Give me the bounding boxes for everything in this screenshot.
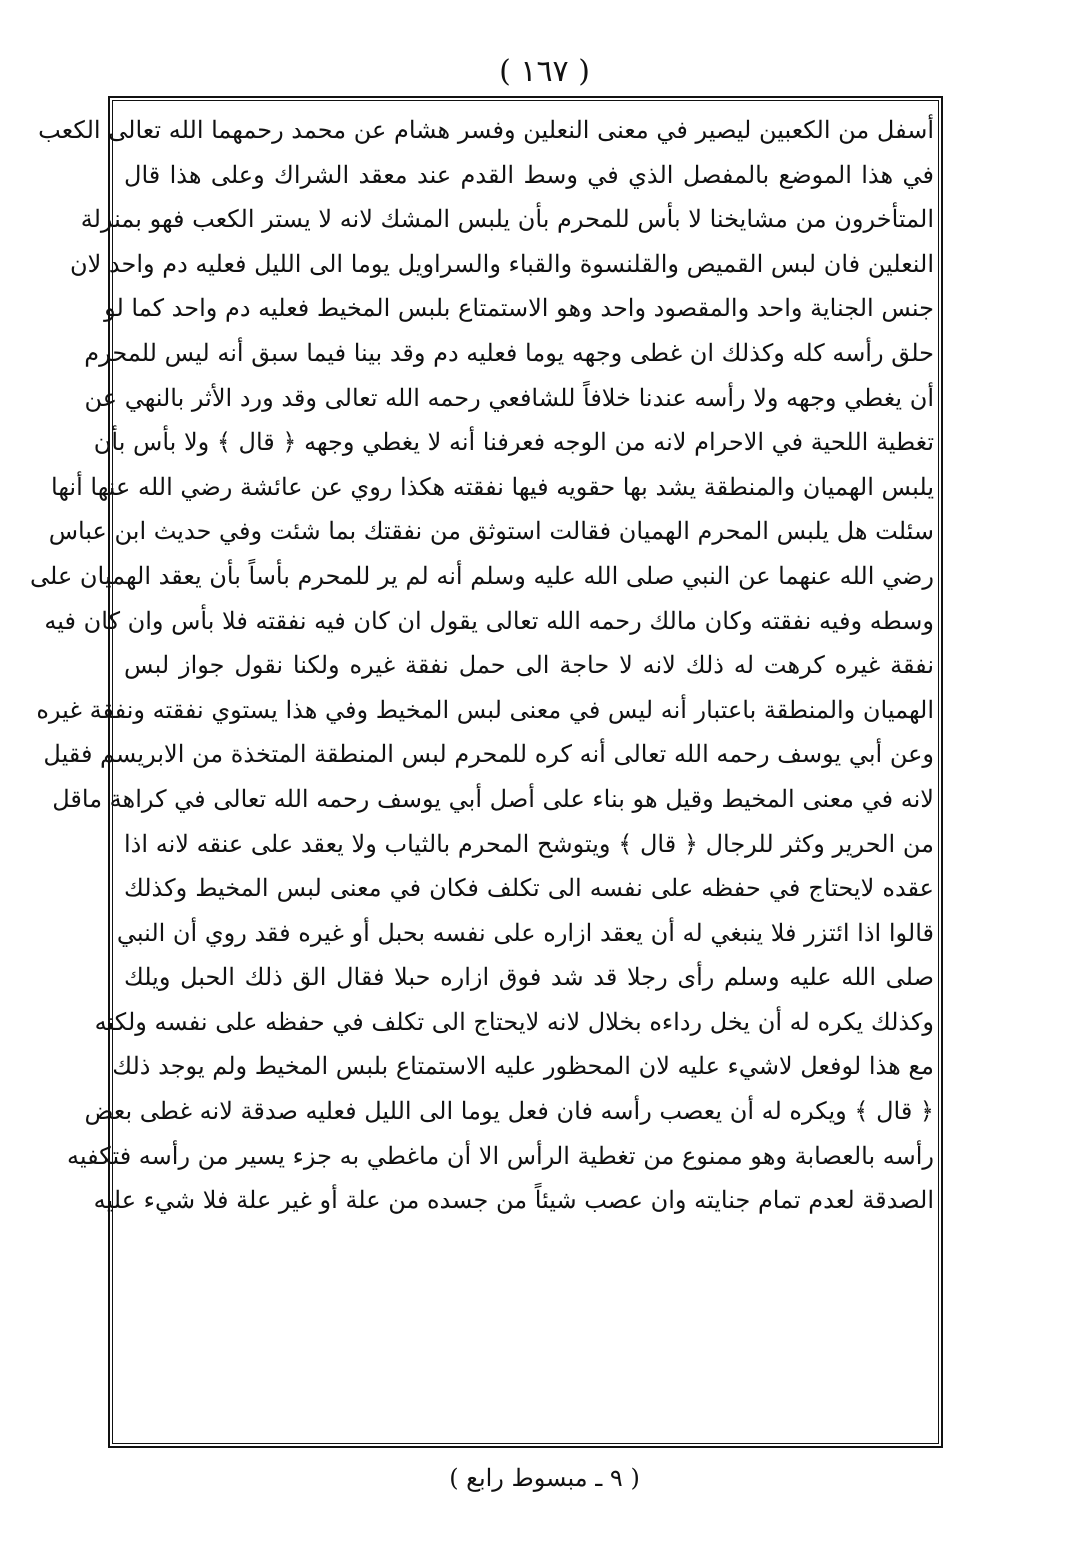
text-line: أسفل من الكعبين ليصير في معنى النعلين وفسر هشام عن محمد رحمهما الله تعالى الكعب xyxy=(38,116,934,144)
footer-signature: ( ٩ ـ مبسوط رابع ) xyxy=(449,1464,640,1492)
text-line: ﴿ قال ﴾ ويكره له أن يعصب رأسه فان فعل يوما الى الليل فعليه صدقة لانه غطى بعض xyxy=(84,1097,934,1126)
text-line: قالوا اذا ائتزر فلا ينبغي له أن يعقد ازاره على نفسه بحبل أو غيره فقد روي أن النبي xyxy=(116,918,934,947)
text-line: حلق رأسه كله وكذلك ان غطى وجهه يوما فعليه دم وقد بينا فيما سبق أنه ليس للمحرم xyxy=(84,338,934,367)
text-line: سئلت هل يلبس المحرم الهميان فقالت استوثق من نفقتك بما شئت وفي حديث ابن عباس xyxy=(48,517,934,546)
text-line: المتأخرون من مشايخنا لا بأس للمحرم بأن يلبس المشك لانه لا يستر الكعب فهو بمنزلة xyxy=(80,205,934,234)
text-line xyxy=(124,1267,934,1312)
text-line: تغطية اللحية في الاحرام لانه من الوجه فعرفنا أنه لا يغطي وجهه ﴿ قال ﴾ ولا بأس بأن xyxy=(93,428,934,457)
text-line: وسطه وفيه نفقته وكان مالك رحمه الله تعالى يقول ان كان فيه نفقته فلا بأس وان كان فيه xyxy=(44,606,934,635)
text-line: عقده لايحتاج في حفظه على نفسه الى تكلف فكان في معنى لبس المخيط وكذلك xyxy=(124,874,934,903)
text-line: يلبس الهميان والمنطقة يشد بها حقويه فيها نفقته هكذا روي عن عائشة رضي الله عنها أنها xyxy=(51,472,934,501)
text-line: وكذلك يكره له أن يخل رداءه بخلال لانه لايحتاج الى تكلف في حفظه على نفسه ولكنه xyxy=(94,1007,934,1036)
text-line xyxy=(124,1223,934,1268)
text-line: الهميان والمنطقة باعتبار أنه ليس في معنى لبس المخيط وفي هذا يستوي نفقته ونفقة غيره xyxy=(36,695,934,724)
text-line: في هذا الموضع بالمفصل الذي في وسط القدم عند معقد الشراك وعلى هذا قال xyxy=(124,160,934,189)
text-line: رضي الله عنهما عن النبي صلى الله عليه وسلم أنه لم ير للمحرم بأساً بأن يعقد الهميان على xyxy=(30,561,934,590)
text-line: لانه في معنى المخيط وقيل هو بناء على أصل أبي يوسف رحمه الله تعالى في كراهة ماقل xyxy=(52,784,934,813)
page-number: ( ١٦٧ ) xyxy=(499,54,590,89)
text-line: مع هذا لوفعل لاشيء عليه لان المحظور عليه الاستمتاع بلبس المخيط ولم يوجد ذلك xyxy=(112,1052,934,1081)
text-line: رأسه بالعصابة وهو ممنوع من تغطية الرأس الا أن ماغطي به جزء يسير من رأسه فتكفيه xyxy=(66,1141,934,1170)
text-line: وعن أبي يوسف رحمه الله تعالى أنه كره للمحرم لبس المنطقة المتخذة من الابريسم فقيل xyxy=(43,740,934,769)
text-line: جنس الجناية واحد والمقصود واحد وهو الاستمتاع بلبس المخيط فعليه دم واحد كما لو xyxy=(104,294,934,323)
text-line: صلى الله عليه وسلم رأى رجلا قد شد فوق ازاره حبلا فقال الق ذلك الحبل ويلك xyxy=(124,963,934,992)
text-line: أن يغطي وجهه ولا رأسه عندنا خلافاً للشافعي رحمه الله تعالى وقد ورد الأثر بالنهي عن xyxy=(84,383,934,412)
text-body xyxy=(30,108,935,1401)
text-line xyxy=(124,1357,934,1402)
text-line: الصدقة لعدم تمام جنايته وان عصب شيئاً من جسده من علة أو غير علة فلا شيء عليه xyxy=(93,1186,934,1215)
text-line xyxy=(124,1312,934,1357)
text-line: من الحرير وكثر للرجال ﴿ قال ﴾ ويتوشح المحرم بالثياب ولا يعقد على عنقه لانه اذا xyxy=(124,829,935,858)
text-line: النعلين فان لبس القميص والقلنسوة والقباء والسراويل يوما الى الليل فعليه دم واحد لان xyxy=(69,249,934,278)
text-line: نفقة غيره كرهت له ذلك لانه لا حاجة الى حمل نفقة غيره ولكنا نقول جواز لبس xyxy=(124,651,934,680)
